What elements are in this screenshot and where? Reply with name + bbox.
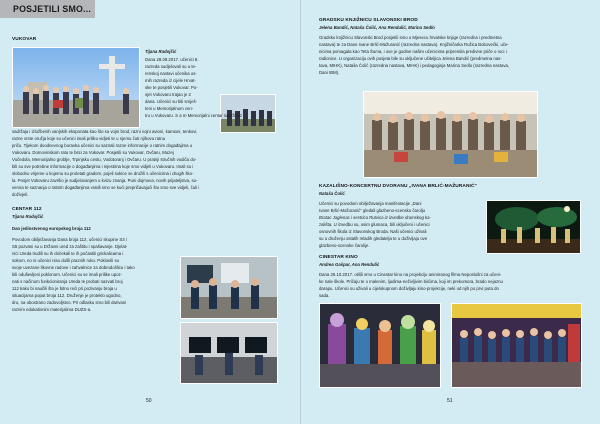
centar-line: nici Ureda trudili su ih dočekali te ih počastili grickalicama i xyxy=(12,251,124,256)
vukovar-line: Vukovaru. Domovinskom ratu te bitci za Vukovar. Posjetili su Vukovar, Ovčaru, Muzej xyxy=(12,150,174,155)
library-group-photo xyxy=(364,92,538,178)
cinema-statues-photo xyxy=(320,304,441,388)
right-page xyxy=(301,0,600,424)
knjiznica-heading: GRADSKU KNJIŽNICU SLAVONSKI BROD xyxy=(319,18,418,23)
knjiznica-line: nicima pomagala kao Teta Šuma, i ove je godine našim učenicima pripremila predivne priče o ruci i xyxy=(319,49,507,54)
theatre-stage-photo xyxy=(487,201,581,254)
vukovar-line: teni u Memorijalnom cen- xyxy=(145,106,194,111)
cinestar-heading: CINESTAR KINO xyxy=(319,255,358,260)
knjiznica-line: radionice. U organizaciju ovih posjeta bile su uključene učiteljica Jelena Bandić (predmetna nas- xyxy=(319,56,502,61)
centar-subheading: Dan jedinstvenog europskog broja 112 xyxy=(12,226,91,231)
centar-line: S5 pozvani su u Državni ured za zaštitu i spašavanje. Djelat- xyxy=(12,244,128,249)
banner-title: POSJETILI SMO... xyxy=(13,4,91,14)
vukovar-line: la. Posjet Vukovaru završio je sudjelovanjem u kvizu znanja. Puni dojmova, novih prijateljstva, su- xyxy=(12,178,198,183)
centar-line: sokom, no ni učenici nisu došli praznih ruku. Poklonili su xyxy=(12,258,119,263)
vukovar-group-photo xyxy=(13,48,140,128)
centar-line: nati s načinom funkcioniranja Ureda te probati nazvati broj xyxy=(12,279,123,284)
knjiznica-author: Jelena Bandić, Nataša Čolić, Ana Rendulić, Marina Sedlo xyxy=(319,25,435,30)
cinema-group-photo xyxy=(452,304,582,388)
cinestar-line: darapu. Učenici su uživali u cijelokupnom doživljaju kino-projekcije, neki od njih po prvi puta do xyxy=(319,286,499,291)
knjiznica-line: nastava) te za Dane Ivane Brlić-Mažuranić (razredna nastava). Knjižničarka Ružica Bobovečki, uče- xyxy=(319,42,509,47)
section-banner xyxy=(0,0,95,18)
centar-line: svoje uvezane likovne radove i zahvalnice za dobrodošlicu i tako xyxy=(12,265,135,270)
vukovar-line: Vučedola, Memorijalno groblje, Trpinjsku cestu, Vodotoranj i Ovčaru. U pratnji stručnih vodiča do- xyxy=(12,157,197,162)
vukovar-line: razreda sudjelovali su u te- xyxy=(145,64,197,69)
cinestar-photo-1 xyxy=(319,303,441,388)
vukovar-heading: VUKOVAR xyxy=(12,37,37,42)
vukovar-line: tru u Vukovaru. S a m Memorijalni centar sadrži niz xyxy=(145,113,243,118)
kazaliste-line: Ivane Brlić-Mažuranić“ gledali glazbeno-scensku čarolju xyxy=(319,208,426,213)
knjiznica-line: Dani IBM). xyxy=(319,70,340,75)
centar-line: Povodom obilježavanja Dana broja 112, učenici skupine S3 i xyxy=(12,237,127,242)
centar-line: dru, na obostrano zadovoljstvo. Pri odlasku smo bili darivani xyxy=(12,300,127,305)
vukovar-line: dana. Učenici su bili smješ- xyxy=(145,99,198,104)
centar-line: bili oduševljeni poklonom. Učenici su se imali prilike upoz- xyxy=(12,272,123,277)
page-number: 51 xyxy=(447,398,453,404)
cinestar-line: Dana 25.10.2017. otišli smo u Cinestar kino na projekciju animiranog filma Neposlušni za učeni- xyxy=(319,272,502,277)
vukovar-line: razne vrste oružja koje su učenici imali priliku vidjeti te u njemu čuti njihovu ratnu xyxy=(12,136,166,141)
centar-photo-1 xyxy=(180,256,278,319)
centar-photo-2 xyxy=(180,322,278,384)
centar-author: Tijana Radojčić xyxy=(12,214,44,219)
vukovar-line: slobodno vrijeme u kojemu su proletati gradom, pojeli sokice se družili s učenicima i drugih ško- xyxy=(12,171,194,176)
vukovar-line: bili su sve potrebne informacije o događanjima i mjestima koje smo vidjeli u Vukovaru. Imali su i xyxy=(12,164,194,169)
kazaliste-line: Učenici su povodom obilježavanja manifestacije „Dani xyxy=(319,201,422,206)
kazaliste-author: Nataša Čolić xyxy=(319,191,345,196)
cinestar-line: sada. xyxy=(319,293,330,298)
kazaliste-line: osnovnih škola iz Slavonskog Broda. Naši učenici uživali xyxy=(319,229,427,234)
knjiznica-photo xyxy=(363,91,538,178)
centar-line: situacijama poput broja 112. Druženje je proteklo ugodno, xyxy=(12,293,122,298)
kazaliste-line: zališta. U izvedbu su, osim glumaca, bili uključeni i učenici xyxy=(319,222,430,227)
vukovar-line: Dana 28.09.2017. učenici 8. xyxy=(145,57,199,62)
centar-classroom-photo xyxy=(181,257,278,319)
kazaliste-photo xyxy=(486,200,581,254)
vukovar-line: renskoj nastavi učenika os- xyxy=(145,71,197,76)
knjiznica-line: tava, MIHK), Nataša Čolić (razredna nastava, MIHK) i pedagoginja Marina Sedlo (razredna nastava, xyxy=(319,63,510,68)
vukovar-line: sjet Vukovaru trajao je 2 xyxy=(145,92,191,97)
knjiznica-line: Gradsku knjižnicu Slavonski Brod posjetili smo u Mjesecu hrvatske knjige (razredna i predmetna xyxy=(319,35,502,40)
vukovar-author: Tijana Radojčić xyxy=(145,49,177,54)
centar-line: raznim edukativnim materijalima DUZS-a. xyxy=(12,307,92,312)
vukovar-line: mih razreda iz cijele Hrvat- xyxy=(145,78,196,83)
vukovar-line: ske te posjetili Vukovar. Po- xyxy=(145,85,198,90)
vukovar-photo xyxy=(12,47,140,128)
kazaliste-line: su u druženju ostalih mladih gledatelja te u doživljaju ove xyxy=(319,236,428,241)
cinestar-photo-2 xyxy=(451,303,582,388)
cinestar-author: Andrea Gašpar, Ana Rendulić xyxy=(319,262,380,267)
vukovar-line: venira te saznanja o ratnim događanjima vratili smo se kući prepričavajući što smo sve vidjeli, čuli i xyxy=(12,185,200,190)
kazaliste-line: glazbeno-scenske čarolije. xyxy=(319,243,370,248)
cinestar-line: ke nale škole. Pričaju te o malenim, ljudima-neživljivim biićima, koji im prekomora, brado nejaznu xyxy=(319,279,503,284)
page-number: 50 xyxy=(146,398,152,404)
kazaliste-line: Bratac Jaglenac i sestrica Rutvica iz izvedbe dramskog ka- xyxy=(319,215,432,220)
vukovar-line: sadržaja i izložbenih vanjskih eksponata kao što su vojni brod, razni vojni avioni, kamioni, tenkovi, xyxy=(12,129,198,134)
kazaliste-heading: KAZALIŠNO-KONCERTNU DVORANU „IVANA BRLIĆ-MAŽURANIĆ“ xyxy=(319,184,478,189)
vukovar-line: doživjeli. xyxy=(12,192,29,197)
vukovar-line: priču. Tijekom dvodnevnog boravka učenici su saznali razne informacije o ratnim događajima u xyxy=(12,143,193,148)
centar-office-photo xyxy=(181,323,278,384)
centar-line: 112 kako bi naučili što je bitno reći pri pozivanju broja u xyxy=(12,286,117,291)
centar-heading: CENTAR 112 xyxy=(12,207,42,212)
